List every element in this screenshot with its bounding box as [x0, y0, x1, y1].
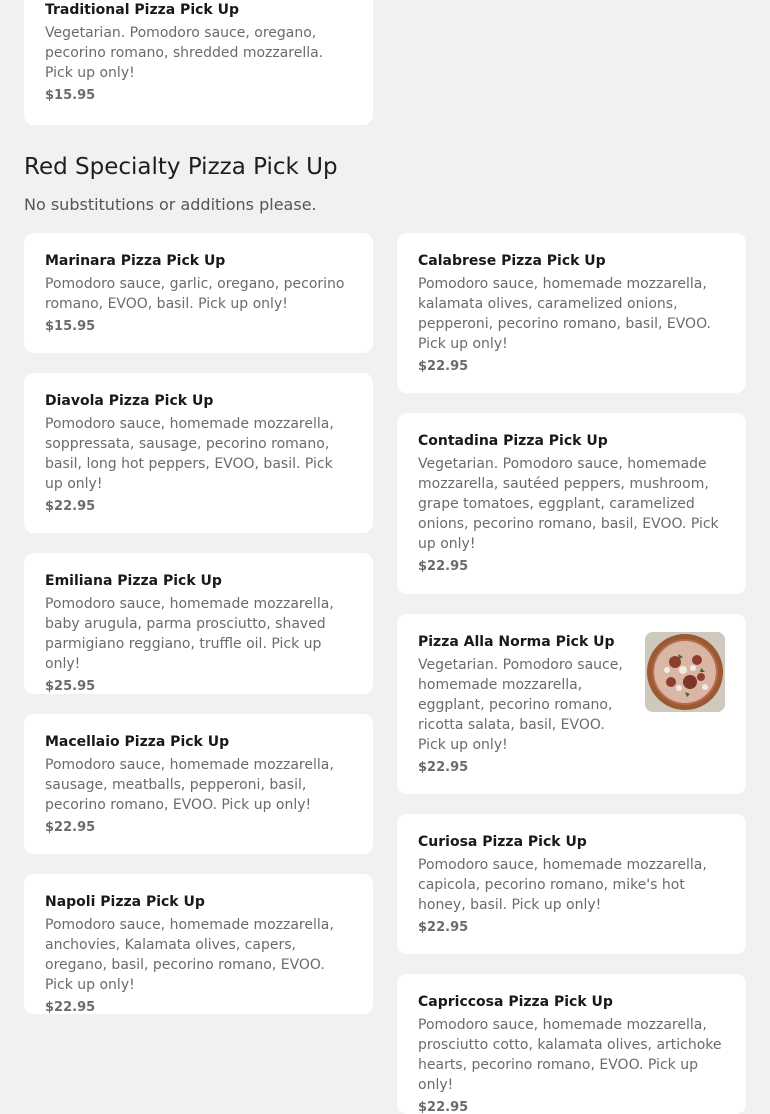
menu-item-name: Diavola Pizza Pick Up — [45, 393, 214, 409]
menu-item-description: Vegetarian. Pomodoro sauce, homemade mozzarella, eggplant, pecorino romano, ricotta salata, basil, EVOO. Pick up only! — [418, 657, 623, 753]
menu-item-card[interactable] — [24, 0, 373, 125]
menu-item-name: Traditional Pizza Pick Up — [45, 2, 239, 18]
menu-item-card[interactable] — [24, 553, 373, 694]
menu-item-price: $22.95 — [45, 499, 96, 514]
menu-item-card[interactable] — [397, 814, 746, 954]
section-title: Red Specialty Pizza Pick Up — [24, 154, 338, 180]
menu-item-description: Pomodoro sauce, homemade mozzarella, prosciutto cotto, kalamata olives, artichoke hearts, pecorino romano, EVOO. Pick up only! — [418, 1017, 722, 1093]
menu-item-description: Vegetarian. Pomodoro sauce, homemade mozzarella, sautéed peppers, mushroom, grape tomatoes, eggplant, caramelized onions, pecorino romano, basil, EVOO. Pick up only! — [418, 456, 719, 552]
menu-item-description: Pomodoro sauce, homemade mozzarella, soppressata, sausage, pecorino romano, basil, long hot peppers, EVOO, basil. Pick up only! — [45, 416, 334, 492]
menu-item-price: $15.95 — [45, 88, 96, 103]
menu-item-description: Pomodoro sauce, homemade mozzarella, capicola, pecorino romano, mike's hot honey, basil. Pick up only! — [418, 857, 707, 913]
menu-item-name: Curiosa Pizza Pick Up — [418, 834, 587, 850]
menu-item-name: Contadina Pizza Pick Up — [418, 433, 608, 449]
menu-item-description: Pomodoro sauce, homemade mozzarella, kalamata olives, caramelized onions, pepperoni, pecorino romano, basil, EVOO. Pick up only! — [418, 276, 711, 352]
pizza-photo — [645, 632, 725, 712]
menu-item-price: $22.95 — [418, 359, 469, 374]
menu-item-price: $22.95 — [45, 820, 96, 835]
menu-item-name: Marinara Pizza Pick Up — [45, 253, 226, 269]
menu-item-price: $22.95 — [418, 760, 469, 775]
menu-item-card[interactable] — [397, 413, 746, 594]
menu-item-description: Pomodoro sauce, homemade mozzarella, anchovies, Kalamata olives, capers, oregano, basil, pecorino romano, EVOO. Pick up only! — [45, 917, 334, 993]
menu-item-description: Vegetarian. Pomodoro sauce, oregano, pecorino romano, shredded mozzarella. Pick up only! — [45, 25, 324, 81]
menu-item-card[interactable] — [24, 714, 373, 854]
menu-item-price: $22.95 — [418, 1100, 469, 1114]
menu-item-card[interactable] — [24, 373, 373, 533]
menu-item-card[interactable] — [397, 233, 746, 393]
menu-item-card[interactable] — [24, 233, 373, 353]
menu-item-card[interactable] — [397, 614, 746, 794]
menu-item-price: $25.95 — [45, 679, 96, 694]
menu-item-price: $15.95 — [45, 319, 96, 334]
menu-item-price: $22.95 — [418, 920, 469, 935]
menu-item-name: Emiliana Pizza Pick Up — [45, 573, 222, 589]
menu-item-name: Macellaio Pizza Pick Up — [45, 734, 230, 750]
menu-item-name: Napoli Pizza Pick Up — [45, 894, 205, 910]
menu-item-price: $22.95 — [418, 559, 469, 574]
menu-item-description: Pomodoro sauce, homemade mozzarella, sausage, meatballs, pepperoni, basil, pecorino romano, EVOO. Pick up only! — [45, 757, 334, 813]
menu-item-name: Pizza Alla Norma Pick Up — [418, 634, 615, 650]
menu-item-name: Capriccosa Pizza Pick Up — [418, 994, 613, 1010]
menu-item-description: Pomodoro sauce, garlic, oregano, pecorino romano, EVOO, basil. Pick up only! — [45, 276, 345, 312]
menu-item-name: Calabrese Pizza Pick Up — [418, 253, 606, 269]
menu-item-card[interactable] — [397, 974, 746, 1114]
section-subtitle: No substitutions or additions please. — [24, 195, 317, 214]
menu-item-price: $22.95 — [45, 1000, 96, 1014]
menu-item-description: Pomodoro sauce, homemade mozzarella, baby arugula, parma prosciutto, shaved parmigiano reggiano, truffle oil. Pick up only! — [45, 596, 334, 672]
menu-item-card[interactable] — [24, 874, 373, 1014]
